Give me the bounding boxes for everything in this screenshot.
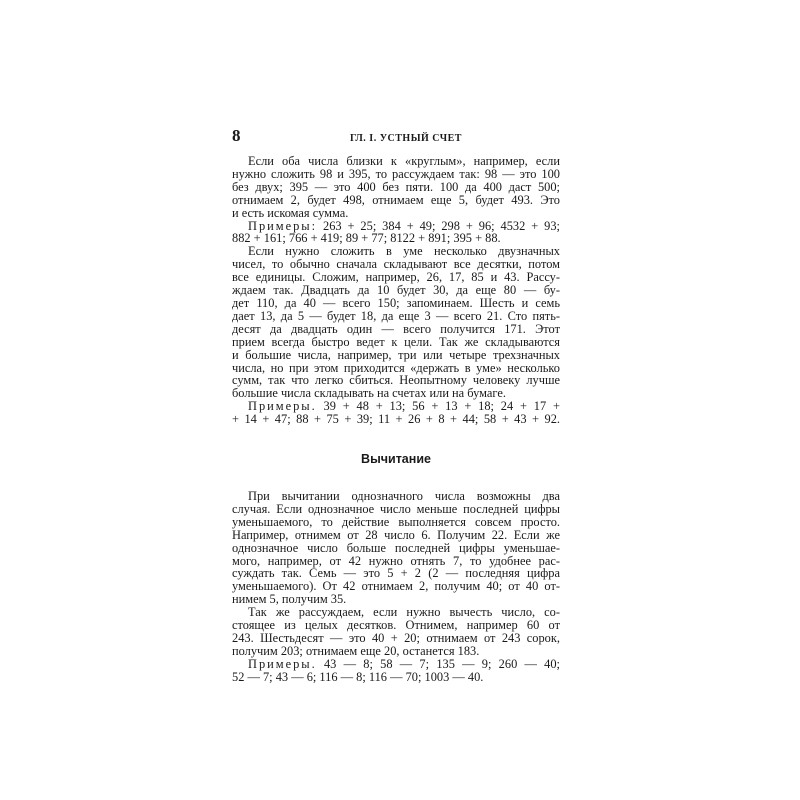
text-line: получим 203; отнимаем еще 20, останется 183.	[232, 643, 480, 658]
text-line: 882 + 161; 766 + 419; 89 + 77; 8122 + 891; 395 + 88.	[232, 231, 501, 246]
addition-section	[232, 155, 560, 426]
paragraph-round-numbers	[232, 155, 560, 220]
text-line: все единицы. Сложим, например, 26, 17, 85 и 43. Рассу-	[232, 270, 560, 285]
text-line: дет 110, да 40 — всего 150; запоминаем. Шесть и семь	[232, 295, 560, 310]
page-header	[232, 126, 560, 148]
text-line: однозначное число больше последней цифры уменьшае-	[232, 540, 560, 555]
text-line: мого, например, от 42 нужно отнять 7, то удобнее рас-	[232, 553, 560, 568]
paragraph-two-digit-sum	[232, 245, 560, 400]
text-line: нимем 5, получим 35.	[232, 592, 347, 607]
text-line: отнимаем 2, будет 498, отнимаем еще 5, будет 493. Это	[232, 192, 560, 207]
text-line: случая. Если однозначное число меньше последней цифры	[232, 501, 560, 516]
text-line: + 14 + 47; 88 + 75 + 39; 11 + 26 + 8 + 44; 58 + 43 + 92.	[232, 412, 560, 427]
text-line: 243. Шестьдесят — это 40 + 20; отнимаем от 243 сорок,	[232, 631, 560, 645]
text-line: уменьшаемого). От 42 отнимаем 2, получим 40; от 40 от-	[232, 579, 560, 594]
text-line: чисел, то обычно сначала складывают все десятки, потом	[232, 257, 560, 272]
text-line: Если оба числа близки к «круглым», например, если	[248, 154, 560, 168]
examples-lead: Примеры:	[248, 218, 318, 233]
text-line: стоящее из целых десятков. Отнимем, например 60 от	[232, 618, 560, 633]
text-line: без двух; 395 — это 400 без пяти. 100 да 400 даст 500;	[232, 179, 560, 194]
subtraction-section	[232, 490, 560, 684]
text-line: дает 13, да 5 — будет 18, да еще 3 — всего 21. Сто пять-	[232, 308, 560, 323]
examples-block-1	[232, 220, 560, 246]
paragraph-tens-subtraction	[232, 606, 560, 658]
examples-text: 263 + 25; 384 + 49; 298 + 96; 4532 + 93;	[317, 218, 560, 233]
examples-text: 43 — 8; 58 — 7; 135 — 9; 260 — 40;	[316, 656, 560, 671]
text-line: Если нужно сложить в уме несколько двузначных	[248, 244, 560, 259]
page-number: 8	[232, 126, 241, 145]
text-line: десят да двадцать один — всего получится 171. Этот	[232, 321, 560, 336]
text-line: большие числа складывать на счетах или на бумаге.	[232, 386, 506, 401]
examples-text: 39 + 48 + 13; 56 + 13 + 18; 24 + 17 +	[316, 399, 560, 414]
book-page	[232, 126, 560, 684]
examples-lead: Примеры.	[248, 656, 317, 671]
text-line: и большие числа, например, три или четыре трехзначных	[232, 347, 560, 362]
examples-lead: Примеры.	[248, 399, 317, 414]
text-line: нужно сложить 98 и 395, то рассуждаем так: 98 — это 100	[232, 166, 560, 181]
examples-block-2	[232, 400, 560, 426]
text-line: сумм, так что легко сбиться. Неопытному человеку лучше	[232, 373, 560, 388]
text-line: Например, отнимем от 28 число 6. Получим 22. Если же	[232, 527, 560, 542]
section-title-subtraction: Вычитание	[361, 452, 431, 467]
text-line: и есть искомая сумма.	[232, 205, 349, 220]
text-line	[232, 658, 560, 671]
text-line: прием всегда быстро ведет к цели. Так же складываются	[232, 334, 560, 349]
text-line: 52 — 7; 43 — 6; 116 — 8; 116 — 70; 1003 — 40.	[232, 669, 484, 684]
text-line: При вычитании однозначного числа возможны два	[248, 489, 560, 504]
text-line: суждать так. Семь — это 5 + 2 (2 — последняя цифра	[232, 566, 560, 581]
running-title: ГЛ. I. УСТНЫЙ СЧЕТ	[350, 133, 462, 144]
text-line: уменьшаемого, то действие выполняется совсем просто.	[232, 514, 560, 529]
text-line: числа, но при этом приходится «держать в уме» несколько	[232, 360, 560, 375]
examples-block-3	[232, 658, 560, 684]
text-line: Так же рассуждаем, если нужно вычесть число, со-	[248, 605, 560, 620]
text-line: ждаем так. Двадцать да 10 будет 30, да еще 80 — бу-	[232, 283, 560, 298]
paragraph-single-digit-subtraction	[232, 490, 560, 606]
